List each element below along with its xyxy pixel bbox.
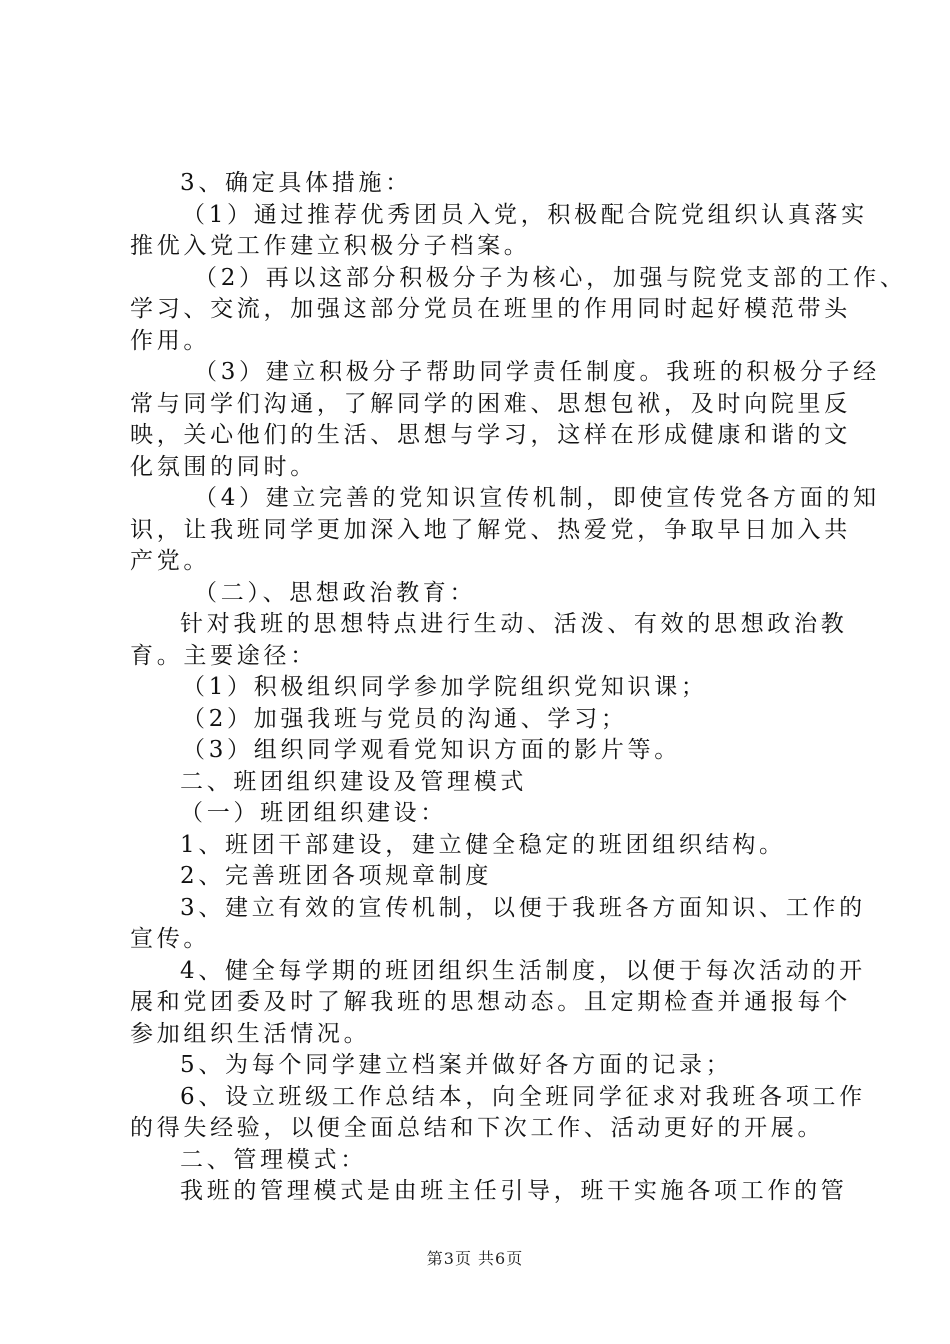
text-line: 作用。	[130, 327, 211, 354]
text-line: （1）积极组织同学参加学院组织党知识课；	[182, 674, 708, 700]
text-line: 2、完善班团各项规章制度	[180, 863, 493, 889]
text-line: 常与同学们沟通，了解同学的困难、思想包袱，及时向院里反	[130, 390, 851, 417]
text-line: 参加组织生活情况。	[130, 1020, 371, 1047]
text-line: （4）建立完善的党知识宣传机制，即使宣传党各方面的知	[194, 485, 880, 511]
text-line: （2）再以这部分积极分子为核心，加强与院党支部的工作、	[194, 264, 907, 291]
text-line: 识，让我班同学更加深入地了解党、热爱党，争取早日加入共	[130, 516, 851, 543]
text-line: 宣传。	[130, 926, 211, 952]
text-line: 二、管理模式：	[180, 1146, 367, 1173]
page-footer: 第3页 共6页	[426, 1249, 524, 1268]
text-line: 产党。	[130, 548, 211, 574]
text-line: 3、确定具体措施：	[180, 170, 412, 196]
text-line: 化氛围的同时。	[130, 453, 317, 480]
text-line: 针对我班的思想特点进行生动、活泼、有效的思想政治教	[180, 611, 848, 637]
text-line: 的得失经验，以便全面总结和下次工作、活动更好的开展。	[130, 1115, 825, 1141]
document-body	[130, 168, 907, 1208]
text-line: 5、为每个同学建立档案并做好各方面的记录；	[180, 1052, 733, 1078]
text-line: 展和党团委及时了解我班的思想动态。且定期检查并通报每个	[130, 989, 851, 1015]
text-line: 二、班团组织建设及管理模式	[180, 768, 528, 795]
text-line: （3）组织同学观看党知识方面的影片等。	[182, 737, 681, 763]
text-line: （3）建立积极分子帮助同学责任制度。我班的积极分子经	[194, 359, 880, 385]
text-line: 育。主要途径：	[130, 642, 317, 669]
text-line: 学习、交流，加强这部分党员在班里的作用同时起好模范带头	[130, 296, 851, 322]
text-line: （1）通过推荐优秀团员入党，积极配合院党组织认真落实	[182, 201, 868, 228]
text-line: （二）、思想政治教育：	[194, 579, 477, 606]
text-line: 6、设立班级工作总结本，向全班同学征求对我班各项工作	[180, 1083, 866, 1110]
text-line: 4、健全每学期的班团组织生活制度，以便于每次活动的开	[180, 957, 866, 984]
text-line: 映，关心他们的生活、思想与学习，这样在形成健康和谐的文	[130, 422, 851, 448]
text-line: 我班的管理模式是由班主任引导，班干实施各项工作的管	[180, 1178, 848, 1204]
text-line: （一）班团组织建设：	[180, 800, 447, 826]
text-line: （2）加强我班与党员的沟通、学习；	[182, 705, 628, 732]
text-line: 1、班团干部建设，建立健全稳定的班团组织结构。	[180, 831, 786, 858]
text-line: 3、建立有效的宣传机制，以便于我班各方面知识、工作的	[180, 894, 866, 921]
text-line: 推优入党工作建立积极分子档案。	[130, 233, 531, 259]
